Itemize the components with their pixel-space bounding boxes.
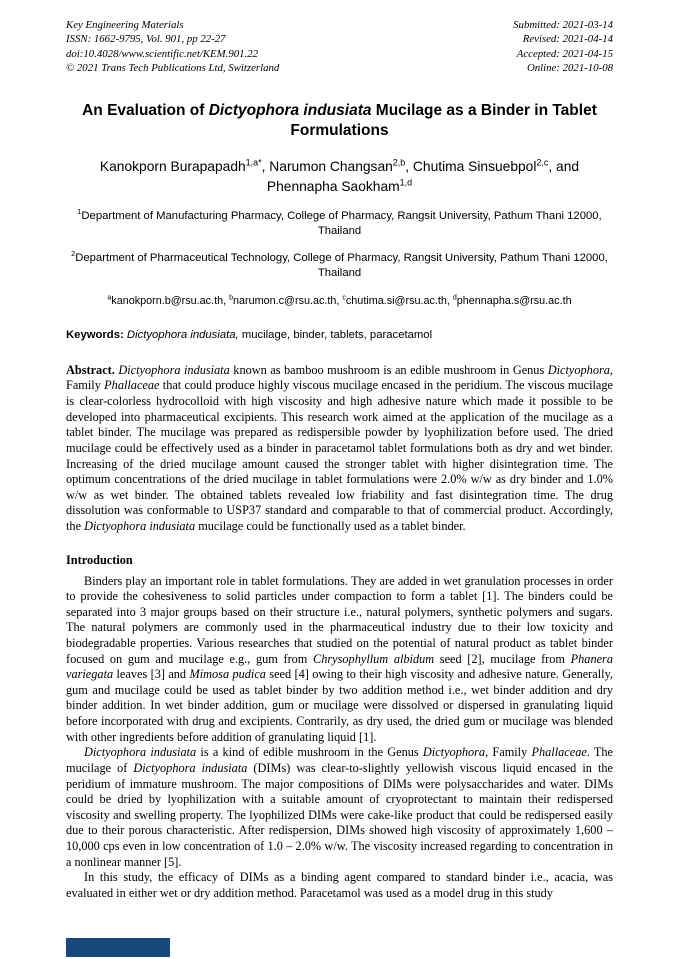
- intro-paragraph-3: In this study, the efficacy of DIMs as a binding agent compared to standard binder i.e., acacia, was evaluated in either wet or dry addition method. Paracetamol was used as a model drug in this study: [66, 870, 613, 900]
- revised-date: Revised: 2021-04-14: [522, 33, 613, 46]
- intro-paragraph-2: Dictyophora indusiata is a kind of edible mushroom in the Genus Dictyophora, Family Phallaceae. The mucilage of Dictyophora indusiata (DIMs) was clear-to-slightly yellowish viscous liquid encased in the peridium of immature mushroom. The major compositions of DIMs were polysaccharides and water. DIMs could be dried by lyophilization with a suitable amount of cryoprotectant to maintain their redispersed viscosity and swelling property. The lyophilized DIMs were cake-like product that could be redispersed easily due to their porous characteristic. After redispersion, DIMs showed high viscosity of approximately 1,600 – 10,000 cps even in low concentration of 1.0 – 2.0% w/w. The viscosity increased regarding to concentration in a nonlinear manner [5].: [66, 745, 613, 869]
- online-date: Online: 2021-10-08: [526, 61, 613, 74]
- intro-paragraph-1: Binders play an important role in tablet formulations. They are added in wet granulation processes in order to provide the cohesiveness to solid particles under compaction to form a tablet [1]. The binders could be separated into 3 major groups based on their structure i.e., natural polymers, synthetic polymers and sugars. The natural polymers are commonly used in the pharmaceutical industry due to their low toxicity and biodegradable properties. Various researches that studied on the potential of natural product as tablet binder focused on gum and mucilage e.g., gum from Chrysophyllum albidum seed [2], mucilage from Phanera variegata leaves [3] and Mimosa pudica seed [4] owing to their high viscosity and adhesive nature. Generally, gum and mucilage could be used as tablet binder by two addition method i.e., wet binder addition and dry binder addition. In wet binder addition, gum or mucilage were dissolved or dispersed in granulating liquid before incorporated with drug and excipients. Contrarily, as dry used, the dried gum or mucilage was blended with other ingredients before addition of granulating liquid [1].: [66, 573, 613, 744]
- paper-title: An Evaluation of Dictyophora indusiata Mucilage as a Binder in Tablet Formulations: [82, 102, 597, 140]
- footer-license-bar: [66, 938, 170, 957]
- affiliation-2: $^2$Department of Pharmaceutical Technology, College of Pharmacy, Rangsit University, Pathum Thani 12000, Thailand: [71, 249, 608, 279]
- accepted-date: Accepted: 2021-04-15: [516, 47, 613, 60]
- keywords-line: Keywords: Dictyophora indusiata, mucilage, binder, tablets, paracetamol: [66, 328, 433, 341]
- paper-header: [66, 18, 613, 75]
- author-emails: $^a$kanokporn.b@rsu.ac.th, $^b$narumon.c@rsu.ac.th, $^c$chutima.si@rsu.ac.th, $^d$phennapha.s@rsu.ac.th: [107, 294, 572, 307]
- doi-line: doi:10.4028/www.scientific.net/KEM.901.22: [66, 47, 259, 60]
- affiliation-1: $^1$Department of Manufacturing Pharmacy, College of Pharmacy, Rangsit University, Pathum Thani 12000, Thailand: [77, 207, 602, 237]
- journal-info: [66, 18, 279, 75]
- submitted-date: Submitted: 2021-03-14: [513, 19, 613, 31]
- abstract-paragraph: Abstract. Dictyophora indusiata known as bamboo mushroom is an edible mushroom in Genus Dictyophora, Family Phallaceae that could produce highly viscous mucilage encased in the peridium. The viscous mucilage is clear-colorless hydrocolloid with high viscosity and high adhesive nature which made it possible to be developed into pharmaceutical excipients. This research work aimed at the application of the mucilage as a tablet binder. The mucilage was prepared as redispersible powder by lyophilization before used. The dried mucilage could be effectively used as a binder in paracetamol tablet formulations both as dry and wet binder. Increasing of the dried mucilage amount caused the stronger tablet with higher disintegration time. The optimum concentrations of the dried mucilage in tablet formulations were 2.0% w/w as dry binder and 1.0% w/w as wet binder. The obtained tablets revealed low friability and fast disintegration time. The drug dissolution was conformable to USP37 standard and comparable to that of commercial product. Accordingly, the Dictyophora indusiata mucilage could be functionally used as a tablet binder.: [66, 362, 613, 533]
- section-heading-introduction: Introduction: [66, 552, 133, 567]
- journal-name: Key Engineering Materials: [66, 19, 184, 31]
- issn-volume-line: ISSN: 1662-9795, Vol. 901, pp 22-27: [66, 33, 226, 46]
- authors-line: Kanokporn Burapapadh$^{1,a*}$, Narumon Changsan$^{2,b}$, Chutima Sinsuebpol$^{2,c}$, and Phennapha Saokham$^{1,d}$: [99, 157, 580, 194]
- copyright-line: © 2021 Trans Tech Publications Ltd, Switzerland: [66, 61, 280, 74]
- dates-info: [513, 18, 613, 75]
